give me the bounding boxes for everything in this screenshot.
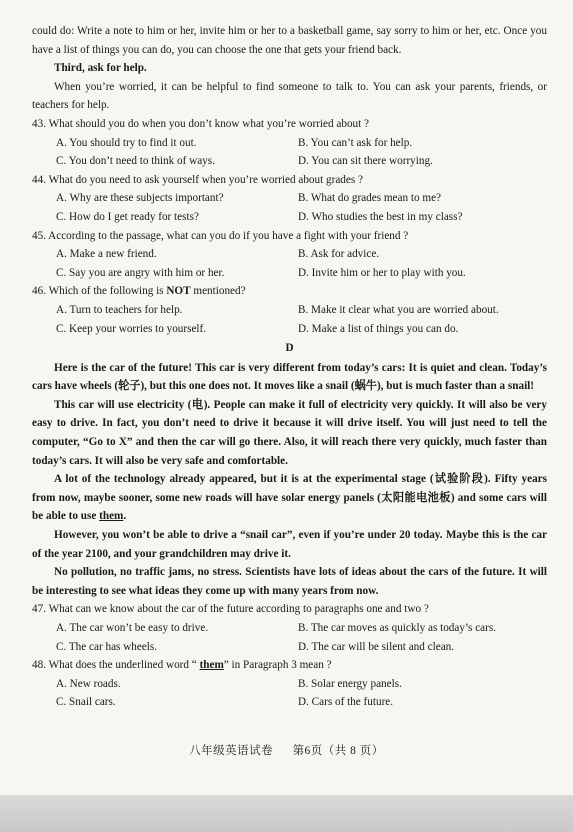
question-44 bbox=[32, 171, 547, 227]
question-text: 45. According to the passage, what can you do if you have a fight with your friend ? bbox=[32, 229, 409, 242]
question-text: 44. What do you need to ask yourself when you’re worried about grades ? bbox=[32, 173, 363, 186]
question-prefix: 48. What does the underlined word “ bbox=[32, 659, 200, 672]
footer-subject: 八年级英语试卷 bbox=[189, 745, 274, 757]
question-suffix: mentioned? bbox=[190, 285, 246, 298]
option-a: A. New roads. bbox=[56, 677, 121, 690]
passage-paragraph-2: This car will use electricity (电). People can make it full of electricity very quickly. It will also be very easy to drive. In fact, you don’t need to drive it because it will drive itself. You will just need to tell the computer, “Go to X” and then the car will go there. Also, it will reach there very quickly, much faster than today’s cars. It will also be very safe and comfortable. bbox=[32, 398, 547, 467]
question-47 bbox=[32, 600, 547, 656]
option-b: B. Solar energy panels. bbox=[298, 677, 402, 690]
option-a: A. Turn to teachers for help. bbox=[56, 303, 183, 316]
underlined-word: them bbox=[199, 659, 224, 672]
question-text: 47. What can we know about the car of the future according to paragraphs one and two ? bbox=[32, 603, 429, 616]
passage-paragraph-3 bbox=[32, 470, 547, 526]
option-b: B. You can’t ask for help. bbox=[298, 136, 413, 149]
question-46 bbox=[32, 282, 547, 338]
question-45 bbox=[32, 227, 547, 283]
option-c: C. Keep your worries to yourself. bbox=[56, 322, 207, 335]
p3-end: . bbox=[123, 510, 127, 523]
option-a: A. Why are these subjects important? bbox=[56, 192, 224, 205]
option-d: D. Who studies the best in my class? bbox=[298, 210, 463, 223]
question-text bbox=[32, 282, 547, 301]
paragraph-continued: could do: Write a note to him or her, invite him or her to a basketball game, say sorry to him or her, etc. Once you have a list of things you can do, you can choose the one that gets your friend back. bbox=[32, 25, 547, 56]
option-b: B. Ask for advice. bbox=[298, 248, 380, 261]
option-d: D. Invite him or her to play with you. bbox=[298, 266, 466, 279]
question-suffix: ” in Paragraph 3 mean ? bbox=[223, 659, 332, 672]
question-48 bbox=[32, 656, 547, 712]
option-c: C. You don’t need to think of ways. bbox=[56, 155, 215, 168]
option-a: A. You should try to find it out. bbox=[56, 136, 197, 149]
passage-paragraph-5: No pollution, no traffic jams, no stress. Scientists have lots of ideas about the cars of the future. It will be interesting to see what ideas they come up with many years from now. bbox=[32, 566, 547, 597]
heading-third: Third, ask for help. bbox=[54, 62, 147, 75]
paragraph-ask-help: When you’re worried, it can be helpful to find someone to talk to. You can ask your parents, friends, or teachers for help. bbox=[32, 80, 547, 112]
option-b: B. Make it clear what you are worried about. bbox=[298, 303, 499, 316]
p3-text: A lot of the technology already appeared, but it is at the experimental stage (试验阶段). Fifty years from now, maybe sooner, some new roads will have solar energy panels (太阳能电池板) and some cars will be able to use bbox=[32, 473, 547, 523]
underlined-word: them bbox=[99, 510, 124, 523]
option-d: D. The car will be silent and clean. bbox=[298, 640, 455, 653]
option-b: B. What do grades mean to me? bbox=[298, 192, 442, 205]
option-d: D. Make a list of things you can do. bbox=[298, 322, 459, 335]
option-c: C. The car has wheels. bbox=[56, 640, 158, 653]
option-b: B. The car moves as quickly as today’s cars. bbox=[298, 622, 497, 634]
passage-paragraph-4: However, you won’t be able to drive a “snail car”, even if you’re under 20 today. Maybe this is the car of the year 2100, and your grandchildren may drive it. bbox=[32, 529, 547, 560]
page-footer bbox=[0, 742, 573, 761]
option-d: D. Cars of the future. bbox=[298, 696, 394, 709]
option-c: C. Say you are angry with him or her. bbox=[56, 266, 225, 279]
section-letter: D bbox=[285, 342, 294, 355]
question-prefix: 46. Which of the following is bbox=[32, 285, 167, 298]
option-c: C. How do I get ready for tests? bbox=[56, 210, 199, 223]
question-text bbox=[32, 656, 547, 675]
footer-page-number: 第6页（共 8 页） bbox=[292, 745, 384, 757]
scan-bottom-band bbox=[0, 795, 573, 832]
question-text: 43. What should you do when you don’t know what you’re worried about ? bbox=[32, 117, 370, 130]
option-a: A. The car won’t be easy to drive. bbox=[56, 622, 209, 634]
question-43 bbox=[32, 115, 547, 171]
emphasis-not: NOT bbox=[166, 285, 191, 298]
passage-paragraph-1: Here is the car of the future! This car is very different from today’s cars: It is quiet and clean. Today’s cars have wheels (轮子), but this one does not. It moves like a snail (蜗牛), but is much faster than a snail! bbox=[32, 361, 547, 393]
option-c: C. Snail cars. bbox=[56, 696, 116, 709]
option-d: D. You can sit there worrying. bbox=[298, 155, 433, 168]
option-a: A. Make a new friend. bbox=[56, 248, 157, 261]
